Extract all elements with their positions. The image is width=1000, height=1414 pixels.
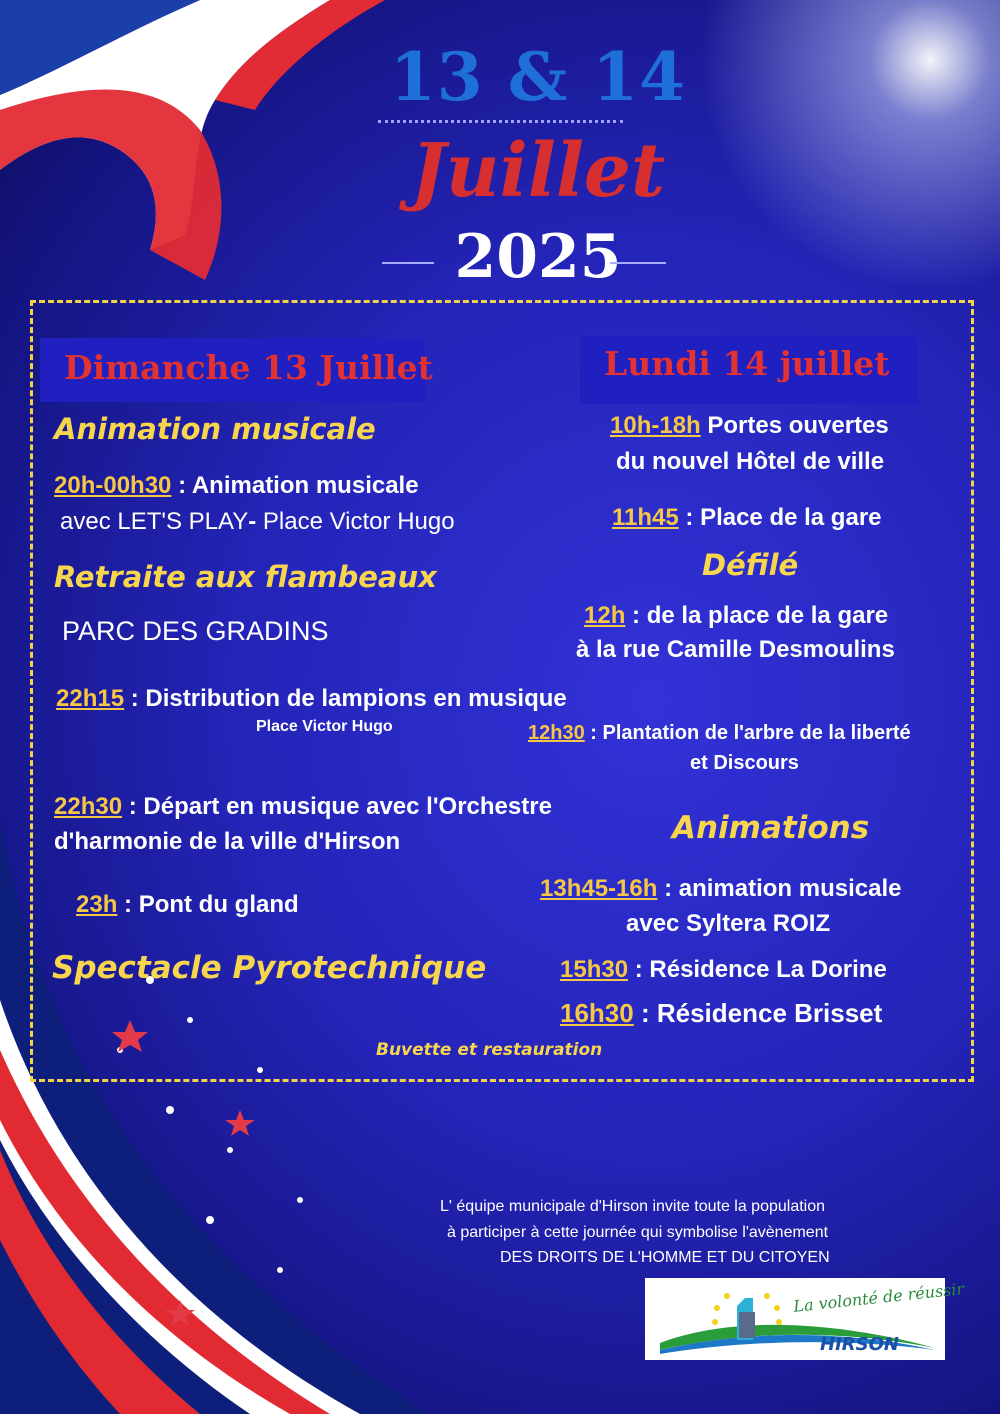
year-title: 2025 [454,222,622,292]
depart-line-2: d'harmonie de la ville d'Hirson [54,828,401,855]
time-label: 15h30 [560,956,629,983]
event-text: : animation musicale [657,875,902,902]
lampions-place: Place Victor Hugo [256,718,393,735]
retraite-place: PARC DES GRADINS [62,616,329,646]
portes-line [610,412,889,440]
logo-name: HIRSON [820,1334,899,1355]
event-text: : Résidence Brisset [633,998,883,1028]
time-label: 12h [584,602,626,629]
defile-title: Défilé [702,548,799,582]
animation-musicale-title: Animation musicale [54,412,376,446]
footer-line-3: DES DROITS DE L'HOMME ET DU CITOYEN [500,1249,830,1266]
time-label: 12h30 [528,722,585,744]
logo-slogan: La volonté de réussir [792,1279,965,1316]
event-text: : Résidence La Dorine [628,956,887,983]
time-label: 10h-18h [610,412,701,439]
detail-separator: - [248,508,263,535]
footer-line-2: à participer à cette journée qui symbolise l'avènement [447,1224,829,1241]
animations-title: Animations [672,810,870,846]
retraite-title: Retraite aux flambeaux [54,560,437,594]
arbre-line [528,722,911,745]
event-text: : Distribution de lampions en musique [124,685,567,712]
dorine-line [560,956,887,984]
time-label: 20h-00h30 [54,472,172,499]
arbre-line-2: et Discours [690,752,799,774]
event-text: : Place de la gare [678,504,882,531]
month-title: Juillet [410,128,666,214]
defile-line [584,602,888,630]
year-dash-right [610,262,666,264]
defile-line-2: à la rue Camille Desmoulins [576,636,895,663]
sunday-heading: Dimanche 13 Juillet [40,338,425,402]
event-text: : Pont du gland [117,891,299,918]
time-label: 22h30 [54,793,123,820]
gare-line [612,504,882,532]
hirson-logo [645,1278,965,1360]
time-label: 11h45 [612,504,679,531]
time-label: 22h15 [56,685,125,712]
animation-musicale-line [54,472,419,500]
lampions-line [56,685,567,713]
time-label: 16h30 [560,998,634,1028]
footer-line-1: L' équipe municipale d'Hirson invite toute la population [440,1198,826,1215]
event-text: : Départ en musique avec l'Orchestre [122,793,552,820]
pont-line [76,891,299,919]
dotted-divider [378,120,623,123]
portes-line-2: du nouvel Hôtel de ville [616,448,885,475]
buvette-label: Buvette et restauration [376,1040,603,1060]
dates-title: 13 & 14 [389,38,687,116]
time-label: 23h [76,891,118,918]
anim-line [540,875,901,903]
depart-line [54,793,552,821]
event-text: : Animation musicale [171,472,419,499]
animation-musicale-detail [60,508,455,536]
detail-place: Place Victor Hugo [262,508,455,535]
detail-plain: avec LET'S PLAY [60,508,249,535]
time-label: 13h45-16h [540,875,658,902]
anim-line-2: avec Syltera ROIZ [626,910,831,937]
spectacle-title: Spectacle Pyrotechnique [52,950,487,986]
monday-heading: Lundi 14 juillet [580,336,918,404]
event-text: : Plantation de l'arbre de la liberté [584,722,911,744]
event-text: : de la place de la gare [625,602,889,629]
event-text: Portes ouvertes [700,412,889,439]
brisset-line [560,998,882,1029]
